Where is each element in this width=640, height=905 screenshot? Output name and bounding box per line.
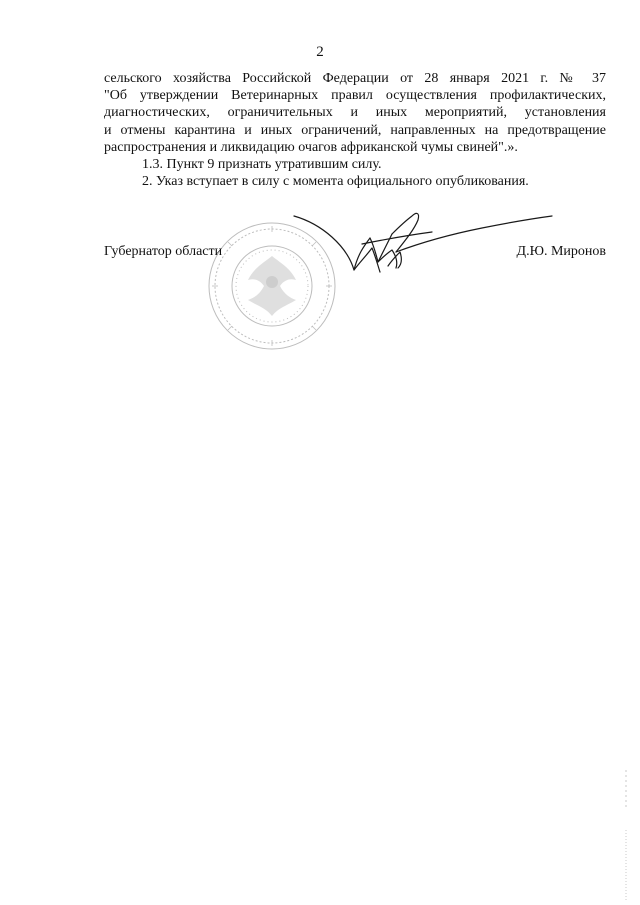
document-body bbox=[104, 70, 606, 190]
clause-1-3: 1.3. Пункт 9 признать утратившим силу. bbox=[142, 157, 382, 173]
clause-2: 2. Указ вступает в силу с момента официального опубликования. bbox=[142, 174, 529, 190]
text-line-1: сельского хозяйства Российской Федерации от 28 января 2021 г. № 37 bbox=[104, 71, 606, 86]
signer-position: Губернатор области bbox=[104, 244, 223, 259]
text-line-5: распространения и ликвидацию очагов африканской чумы свиней".». bbox=[104, 139, 518, 155]
scan-margin-marks bbox=[620, 770, 632, 900]
text-line-3: диагностических, ограничительных и иных мероприятий, установления bbox=[104, 105, 606, 121]
text-line-4: и отмены карантина и иных ограничений, направленных на предотвращение bbox=[104, 122, 606, 138]
signer-name: Д.Ю. Миронов bbox=[516, 244, 606, 259]
handwritten-signature bbox=[292, 206, 554, 286]
page-number: 2 bbox=[316, 44, 324, 60]
text-line-2: "Об утверждении Ветеринарных правил осуществления профилактических, bbox=[104, 88, 606, 104]
